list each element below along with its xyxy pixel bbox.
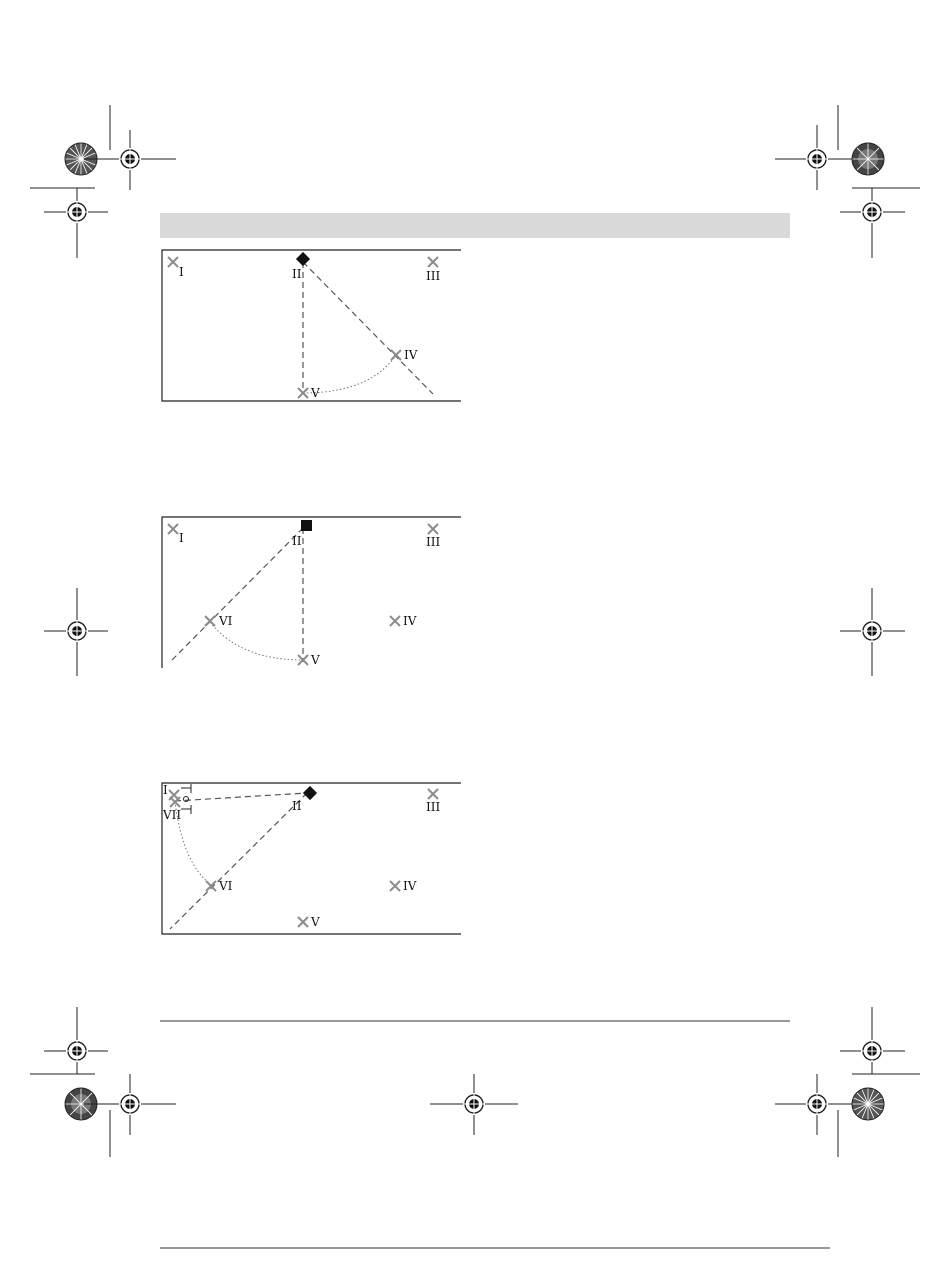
left-lower-crosshair-icon (30, 1007, 108, 1074)
point-label: V (311, 915, 320, 929)
diagram-1 (162, 250, 461, 401)
cross-marker-icon (168, 257, 178, 267)
diagram-3-top-line (175, 793, 307, 801)
diagram-3-point-V (298, 915, 320, 929)
diagram-2-point-III (426, 524, 440, 549)
diagram-3-point-II (292, 799, 302, 813)
bottom-left-crosshair-icon (84, 1074, 176, 1157)
cross-marker-icon (390, 881, 400, 891)
diagram-3-frame (162, 783, 461, 934)
point-label: II (292, 799, 302, 813)
cross-marker-icon (168, 524, 178, 534)
diagram-2-point-V (298, 653, 320, 667)
cross-marker-icon (298, 388, 308, 398)
diagram-1-point-I (168, 257, 184, 279)
diagram-1-frame (162, 250, 461, 401)
diagram-2-frame (162, 517, 461, 668)
device-diamond-icon (303, 786, 317, 800)
diagram-2-point-I (168, 524, 184, 545)
cross-marker-icon (428, 789, 438, 799)
cross-marker-icon (391, 350, 401, 360)
right-middle-crosshair-icon (840, 588, 905, 676)
cross-marker-icon (298, 917, 308, 927)
point-label: II (292, 534, 302, 548)
point-label: III (426, 535, 441, 549)
diagram-2-point-II (292, 534, 302, 548)
point-label: III (426, 800, 441, 814)
point-label: I (179, 265, 184, 279)
diagram-3-point-III (426, 789, 440, 814)
cross-marker-icon (428, 257, 438, 267)
device-diamond-icon (296, 252, 310, 266)
bottom-right-rosette-icon (852, 1088, 884, 1120)
diagram-2 (162, 517, 461, 668)
point-label: II (292, 267, 302, 281)
point-label: I (179, 531, 184, 545)
point-label: IV (403, 614, 417, 628)
top-left-crosshair-icon (84, 105, 176, 190)
diagram-3 (162, 783, 461, 934)
point-label: IV (403, 879, 417, 893)
point-label: VI (219, 614, 233, 628)
point-label: V (311, 386, 320, 400)
point-label: IV (404, 348, 418, 362)
left-middle-crosshair-icon (44, 588, 108, 676)
cross-marker-icon (206, 881, 216, 891)
point-label: III (426, 269, 441, 283)
diagram-1-diagonal-line (303, 262, 433, 394)
cross-marker-icon (390, 616, 400, 626)
bottom-right-crosshair-icon (775, 1074, 855, 1157)
cross-marker-icon (428, 524, 438, 534)
diagram-3-point-VI (206, 879, 233, 893)
diagram-1-point-IV (391, 348, 418, 362)
diagram-2-point-IV (390, 614, 417, 628)
right-lower-crosshair-icon (840, 1007, 920, 1074)
diagram-1-point-II (292, 267, 302, 281)
point-label: V (311, 653, 320, 667)
cross-marker-icon (170, 797, 180, 807)
diagram-2-point-VI (205, 614, 233, 628)
device-square-icon (301, 520, 312, 531)
top-right-crosshair-icon (775, 105, 855, 190)
bottom-center-crosshair-icon (430, 1074, 518, 1135)
header-bar (160, 213, 790, 238)
point-label: VII (163, 808, 182, 822)
point-label: I (163, 783, 168, 797)
diagram-1-point-III (426, 257, 440, 283)
diagram-3-point-IV (390, 879, 417, 893)
offset-bracket-icon (181, 784, 191, 814)
diagram-2-diagonal-line (170, 528, 303, 662)
print-registration-marks (30, 105, 920, 1157)
cross-marker-icon (205, 616, 215, 626)
right-upper-crosshair-icon (840, 188, 920, 258)
diagram-1-point-V (298, 386, 320, 400)
top-right-rosette-icon (852, 143, 884, 175)
point-label: VI (219, 879, 233, 893)
left-upper-crosshair-icon (30, 188, 108, 258)
